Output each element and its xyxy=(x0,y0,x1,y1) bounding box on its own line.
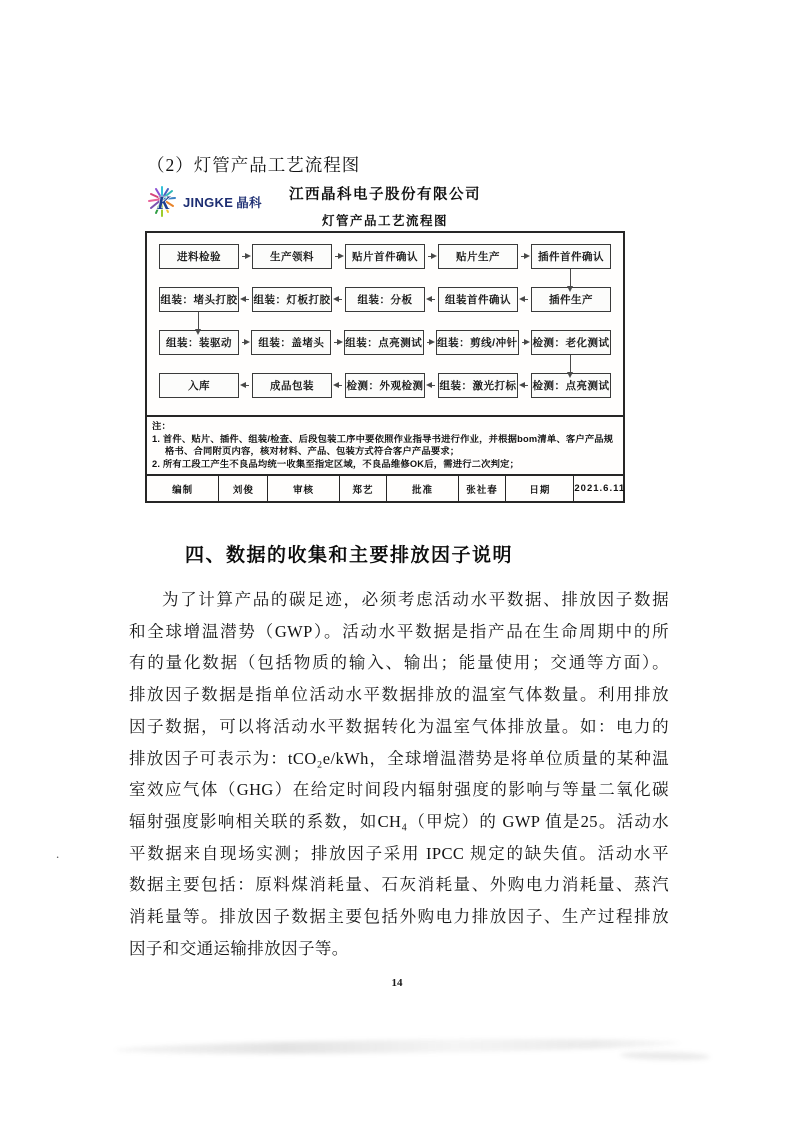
flow-arrow-right xyxy=(521,256,528,257)
flow-arrow-left xyxy=(242,299,249,300)
flow-row xyxy=(159,330,611,355)
logo-monogram: K xyxy=(157,193,170,214)
flow-arrow-right xyxy=(428,256,435,257)
doc-heading: （2）灯管产品工艺流程图 xyxy=(147,155,361,175)
note-item: 1. 首件、贴片、插件、组装/检查、后段包装工序中要依照作业指导书进行作业，并根据bom清单、客户产品规格书、合同附页内容，核对材料、产品、包装方式符合客户产品要求； xyxy=(152,433,614,457)
process-box: 插件生产 xyxy=(531,287,611,312)
flowchart-titles xyxy=(145,183,625,229)
flow-arrow-right xyxy=(335,256,342,257)
flow-row xyxy=(159,244,611,269)
flowchart xyxy=(145,231,625,503)
process-box: 检测：外观检测 xyxy=(345,373,425,398)
flow-arrow-right xyxy=(242,256,249,257)
paragraph-line: 数据主要包括：原料煤消耗量、石灰消耗量、外购电力消耗量、蒸汽 xyxy=(129,875,669,895)
signature-label: 日期 xyxy=(506,476,574,501)
paragraph-line: 平数据来自现场实测；排放因子采用 IPCC 规定的缺失值。活动水平 xyxy=(129,843,669,863)
paragraph-line: 排放因子数据是指单位活动水平数据排放的温室气体数量。利用排放 xyxy=(129,685,669,705)
flow-rows xyxy=(147,233,623,398)
process-box: 检测：点亮测试 xyxy=(531,373,611,398)
body-paragraph xyxy=(129,584,669,964)
paragraph-line: 辐射强度影响相关联的系数，如CH₄（甲烷）的 GWP 值是25。活动水 xyxy=(129,811,669,831)
process-box: 贴片生产 xyxy=(438,244,518,269)
process-box: 检测：老化测试 xyxy=(531,330,611,355)
signature-label: 审核 xyxy=(268,476,339,501)
flow-arrow-down xyxy=(570,269,571,287)
flow-arrow-left xyxy=(521,299,528,300)
note-item: 2. 所有工段工产生不良品均统一收集至指定区域，不良品维修OK后，需进行二次判定； xyxy=(152,458,520,469)
flow-arrow-down xyxy=(570,355,571,373)
signature-value: 郑艺 xyxy=(340,476,388,501)
notes xyxy=(147,415,623,474)
paragraph-line: 有的量化数据（包括物质的输入、输出；能量使用；交通等方面）。 xyxy=(129,653,669,673)
flow-row xyxy=(159,373,611,398)
flow-arrow-right xyxy=(522,342,528,343)
brand-cn: 晶科 xyxy=(236,196,262,210)
process-box: 组装：灯板打胶 xyxy=(252,287,332,312)
signature-label: 编制 xyxy=(147,476,219,501)
signature-label: 批准 xyxy=(387,476,458,501)
process-box: 进料检验 xyxy=(159,244,239,269)
signature-table xyxy=(147,474,626,501)
flow-arrow-right xyxy=(334,342,340,343)
flow-arrow-left xyxy=(428,299,435,300)
scan-smudge xyxy=(620,1051,710,1061)
paragraph-line: 为了计算产品的碳足迹，必须考虑活动水平数据、排放因子数据 xyxy=(162,590,669,609)
flow-arrow-left xyxy=(335,385,342,386)
flow-arrow-right xyxy=(242,342,248,343)
process-box: 贴片首件确认 xyxy=(345,244,425,269)
process-box: 组装：激光打标 xyxy=(438,373,518,398)
paragraph-line: 消耗量等。排放因子数据主要包括外购电力排放因子、生产过程排放 xyxy=(129,907,669,927)
flow-arrow-left xyxy=(521,385,528,386)
process-box: 入库 xyxy=(159,373,239,398)
process-box: 组装：盖堵头 xyxy=(251,330,331,355)
flowchart-header xyxy=(145,183,625,231)
flow-arrow-down xyxy=(198,312,199,330)
notes-label: 注： xyxy=(152,421,171,431)
paragraph-line: 排放因子可表示为：tCO₂e/kWh，全球增温潜势是将单位质量的某种温 xyxy=(129,748,669,768)
notes-list xyxy=(152,433,618,471)
company-name: 江西晶科电子股份有限公司 xyxy=(289,187,481,203)
flow-arrow-right xyxy=(427,342,433,343)
process-box: 组装：点亮测试 xyxy=(344,330,424,355)
process-box: 成品包装 xyxy=(252,373,332,398)
flow-arrow-left xyxy=(335,299,342,300)
signature-value: 刘俊 xyxy=(219,476,268,501)
flow-arrow-left xyxy=(242,385,249,386)
process-box: 组装：堵头打胶 xyxy=(159,287,239,312)
signature-value: 2021.6.11 xyxy=(574,483,626,495)
paragraph-line: 和全球增温潜势（GWP）。活动水平数据是指产品在生命周期中的所 xyxy=(129,621,669,641)
flowchart-title: 灯管产品工艺流程图 xyxy=(321,214,448,228)
signature-value: 张社春 xyxy=(459,476,507,501)
section-heading: 四、数据的收集和主要排放因子说明 xyxy=(185,545,514,566)
flow-row xyxy=(159,287,611,312)
process-box: 插件首件确认 xyxy=(531,244,611,269)
process-box: 组装：装驱动 xyxy=(159,330,239,355)
process-box: 组装：分板 xyxy=(345,287,425,312)
paragraph-line: 因子和交通运输排放因子等。 xyxy=(129,938,349,958)
process-box: 组装首件确认 xyxy=(438,287,518,312)
scan-smudge xyxy=(115,1037,680,1057)
flow-arrow-left xyxy=(428,385,435,386)
flow-section xyxy=(147,233,623,415)
paragraph-line: 室效应气体（GHG）在给定时间段内辐射强度的影响与等量二氧化碳 xyxy=(129,780,669,800)
paragraph-line: 因子数据，可以将活动水平数据转化为温室气体排放量。如：电力的 xyxy=(129,716,669,736)
stray-mark: . xyxy=(56,846,60,861)
brand-en: JINGKE xyxy=(183,195,234,210)
process-box: 生产领料 xyxy=(252,244,332,269)
process-box: 组装：剪线/冲针 xyxy=(436,330,518,355)
page-number: 14 xyxy=(391,977,403,989)
